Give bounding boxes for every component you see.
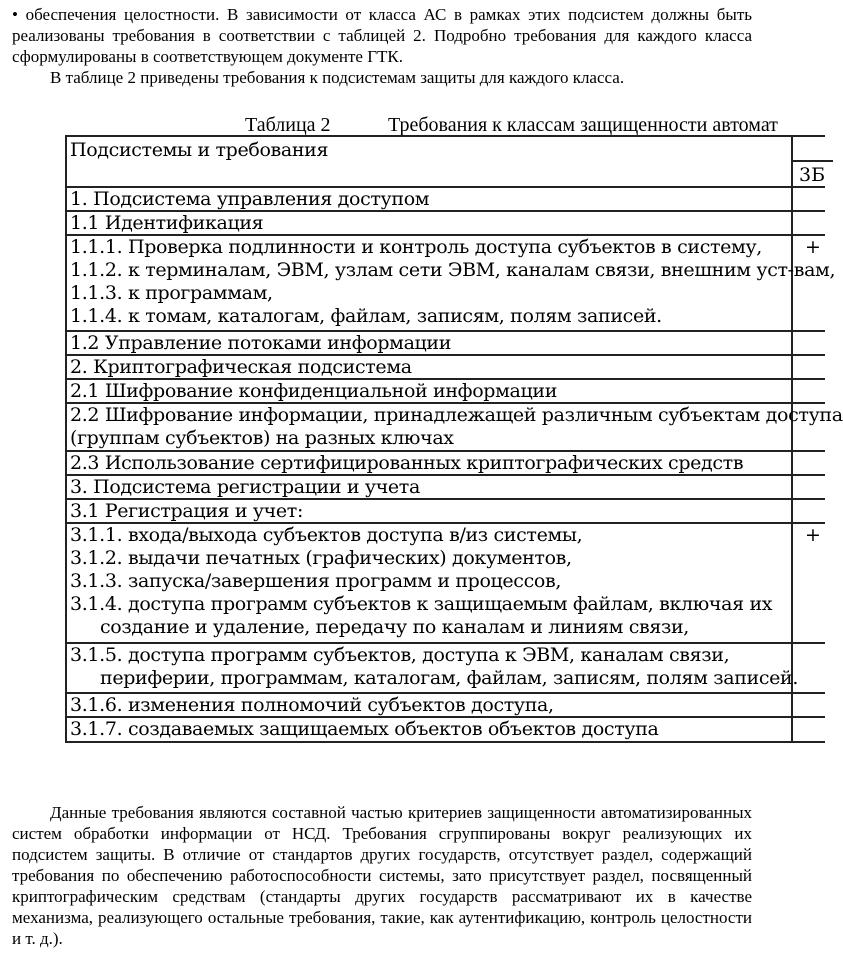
table-cell-class-value	[793, 644, 833, 692]
table-cell-requirement	[70, 644, 798, 690]
table-cell-class-value	[793, 718, 833, 741]
requirement-line: 2. Криптографическая подсистема	[70, 356, 412, 378]
requirement-line: 2.1 Шифрование конфиденциальной информации	[70, 380, 558, 402]
table-cell-class-value	[793, 356, 833, 378]
table-cell-requirement	[70, 476, 420, 499]
requirement-line: (группам субъектов) на разных ключах	[70, 427, 454, 449]
requirement-line: 3.1.1. входа/выхода субъектов доступа в/из системы,	[70, 524, 583, 546]
requirement-line: 2.2 Шифрование информации, принадлежащей различным субъектам доступа	[70, 404, 843, 426]
requirement-line: создание и удаление, передачу по каналам и линиям связи,	[100, 616, 689, 638]
table-cell-class-value	[793, 404, 833, 450]
table-row	[65, 378, 825, 402]
table-cell-class-value	[793, 332, 833, 354]
intro-text	[12, 4, 752, 88]
requirement-line: 3.1.7. создаваемых защищаемых объектов объектов доступа	[70, 718, 659, 740]
requirement-line: 1.1 Идентификация	[70, 212, 264, 234]
outro-text	[12, 802, 752, 949]
table-row	[65, 210, 825, 234]
requirement-line: 3.1.5. доступа программ субъектов, доступа к ЭВМ, каналам связи,	[70, 644, 730, 666]
table-header-row	[65, 135, 825, 186]
requirement-line: 3.1.2. выдачи печатных (графических) документов,	[70, 547, 572, 569]
table-cell-requirement	[70, 524, 772, 639]
table-row	[65, 474, 825, 498]
requirements-table	[65, 135, 843, 775]
requirement-line: 1. Подсистема управления доступом	[70, 188, 430, 210]
table-cell-requirement	[70, 694, 554, 717]
table-row	[65, 642, 825, 692]
requirement-line: периферии, программам, каталогам, файлам, записям, полям записей.	[100, 667, 799, 689]
class-column-label: 3Б	[799, 164, 826, 186]
table-cell-requirement	[70, 380, 557, 403]
table-cell-class-value	[793, 476, 833, 498]
table-header-cell: Подсистемы и требования	[70, 139, 329, 161]
requirement-line: 2.3 Использование сертифицированных криптографических средств	[70, 452, 744, 474]
table-row	[65, 522, 825, 642]
requirement-line: 3. Подсистема регистрации и учета	[70, 476, 420, 498]
table-row	[65, 330, 825, 354]
intro-second-paragraph: В таблице 2 приведены требования к подсистемам защиты для каждого класса.	[50, 68, 625, 87]
table-cell-requirement	[70, 452, 743, 475]
table-cell-class-value	[793, 524, 833, 642]
requirement-line: 1.2 Управление потоками информации	[70, 332, 452, 354]
table-row	[65, 716, 825, 743]
requirement-line: 3.1.4. доступа программ субъектов к защищаемым файлам, включая их	[70, 593, 773, 615]
table-caption-title: Требования к классам защищенности автомат	[388, 114, 778, 136]
table-cell-class-value	[793, 236, 833, 330]
table-cell-class-value	[793, 380, 833, 402]
table-cell-class-value	[793, 188, 833, 210]
requirement-line: 3.1.6. изменения полномочий субъектов доступа,	[70, 694, 554, 716]
requirement-line: 1.1.1. Проверка подлинности и контроль доступа субъектов в систему,	[70, 236, 762, 258]
table-cell-requirement	[70, 332, 451, 355]
table-row	[65, 234, 836, 330]
requirement-line: 1.1.3. к программам,	[70, 282, 273, 304]
requirement-line: 3.1 Регистрация и учет:	[70, 500, 304, 522]
table-cell-class-value	[793, 694, 833, 716]
table-row	[65, 498, 825, 522]
outro-paragraph: Данные требования являются составной частью критериев защищенности автоматизированных систем обработки информации от НСД. Требования сгруппированы вокруг реализующих их подсистем защиты. В отличие от стандартов других государств, отсутствует раздел, содержащий требования по обеспечению работоспособности системы, зато присутствует раздел, посвященный криптографическим средствам (стандарты других государств рассматривают их в качестве механизма, реализующего остальные требования, такие, как аутентификацию, контроль целостности и т. д.).	[12, 803, 752, 948]
requirement-mark: +	[805, 236, 821, 258]
table-row	[65, 450, 825, 474]
table-row	[65, 402, 843, 450]
requirement-line: 1.1.2. к терминалам, ЭВМ, узлам сети ЭВМ, каналам связи, внешним уст-вам,	[70, 259, 836, 281]
table-cell-class-value	[793, 500, 833, 522]
table-cell-requirement	[70, 212, 263, 235]
table-cell-requirement	[70, 404, 843, 450]
table-cell-requirement	[70, 188, 429, 211]
table-cell-requirement	[70, 500, 303, 523]
table-row	[65, 692, 825, 716]
table-row	[65, 354, 825, 378]
table-cell-requirement	[70, 718, 658, 741]
table-row	[65, 186, 825, 210]
table-cell-requirement	[70, 356, 412, 379]
table-cell-class-value	[793, 212, 833, 234]
requirement-mark: +	[805, 524, 821, 546]
table-caption-number: Таблица 2	[245, 114, 331, 136]
table-cell-requirement	[70, 236, 835, 328]
requirement-line: 1.1.4. к томам, каталогам, файлам, записям, полям записей.	[70, 305, 662, 327]
requirement-line: 3.1.3. запуска/завершения программ и процессов,	[70, 570, 562, 592]
table-cell-class-value	[793, 452, 833, 474]
intro-bullet-paragraph: • обеспечения целостности. В зависимости от класса АС в рамках этих подсистем должны быть реализованы требования в соответствии с таблицей 2. Подробно требования для каждого класса сформулированы в соответствующем документе ГТК.	[12, 5, 752, 66]
